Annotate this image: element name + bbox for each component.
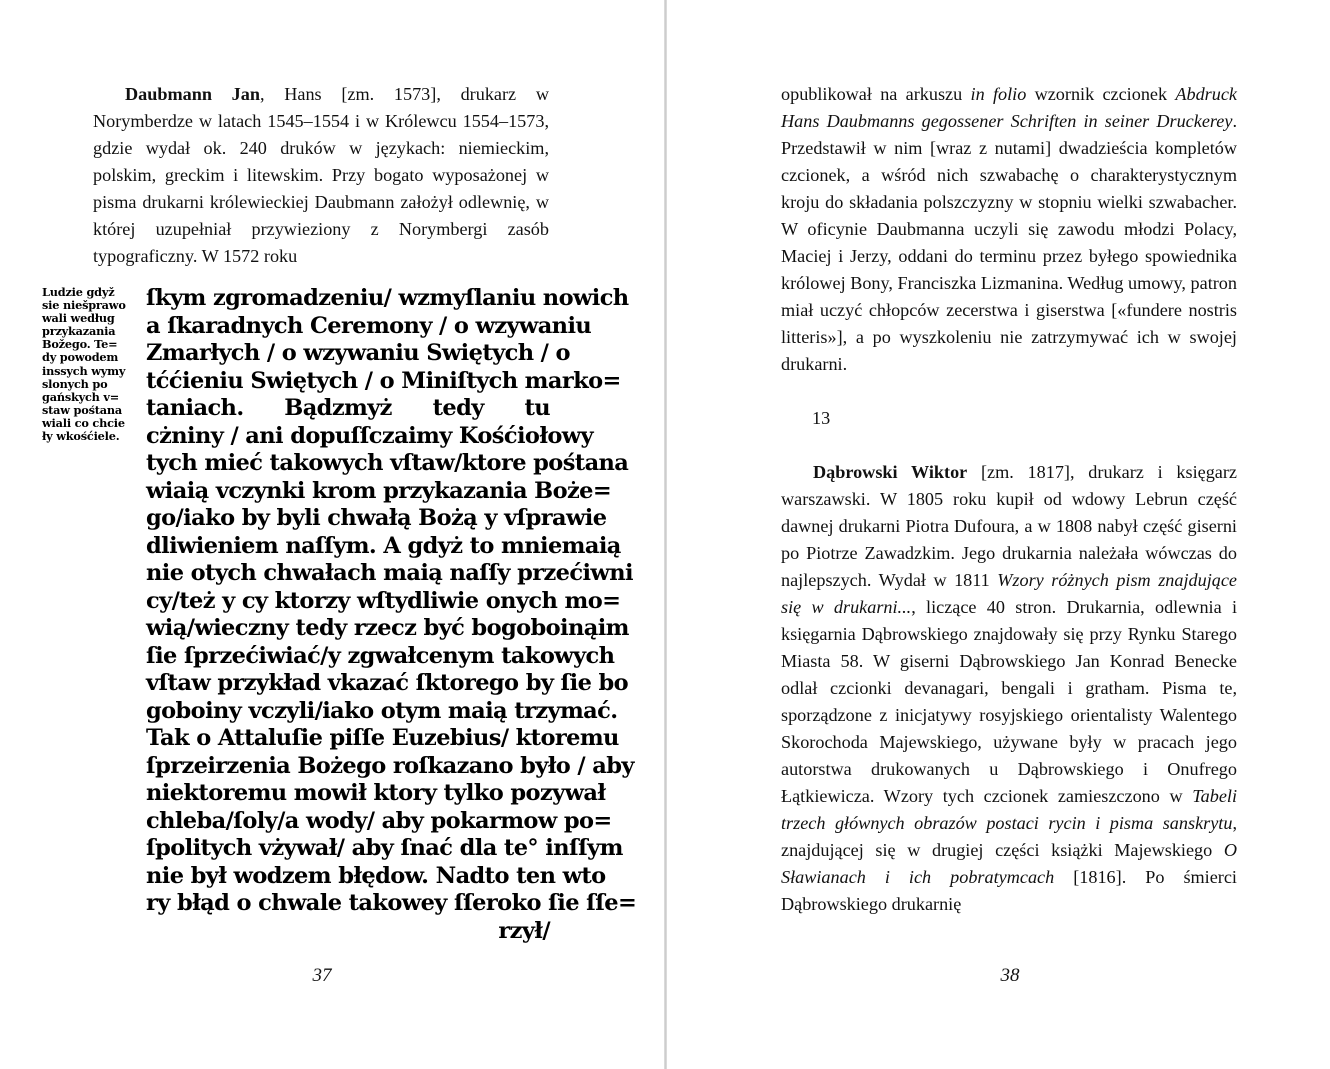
facsimile-blackletter-text xyxy=(146,285,637,945)
side-note-line: slonych po xyxy=(42,376,108,391)
facsimile-line: tych mieć takowych vſtaw/ktore pośtana xyxy=(146,450,629,476)
page-number: 38 xyxy=(1000,965,1020,986)
facsimile-line: Zmarłych / o wzywaniu Swiętych / o xyxy=(146,340,570,366)
text-segment: [zm. 1817], drukarz i księgarz warszawski. W 1805 roku kupił od wdowy Lebrun część dawnej drukarni Piotra Dufoura, a w 1808 nabył część giserni po Piotrze Zawadzkim. Jego drukarnia należała wówczas do najlepszych. Wydał w 1811 xyxy=(781,462,1237,590)
facsimile-line: nie otych chwałach maią naſſy przećiwni xyxy=(146,560,633,586)
facsimile-line: rzył/ xyxy=(498,917,550,944)
facsimile-side-note xyxy=(42,286,140,443)
entry-headword: Dąbrowski Wiktor xyxy=(813,462,968,482)
facsimile-line: nie był wodzem błędow. Nadto ten wto xyxy=(146,862,606,889)
text-segment: . Przedstawił w nim [wraz z nutami] dwadzieścia kompletów czcionek, a wśród nich szwabachę o charakterystycznym kroju do składania polszczyzny w stopniu wielki szwabacher. W oficynie Daubmanna uczyli się zawodu młodzi Polacy, Maciej i Jerzy, oddani do terminu przez byłego spowiednika królowej Bony, Franciszka Lizmanina. Według umowy, patron miał uczyć chłopców zecerstwa i giserstwa [«fundere nostris litteris»], a po wyszkoleniu nie zatrzymywać ich w swojej drukarni. xyxy=(781,111,1237,374)
facsimile-line: a ſkaradnych Ceremony / o wzywaniu xyxy=(146,312,592,339)
side-note-line: staw pośtana xyxy=(42,402,123,417)
side-note-line: gańskych v= xyxy=(42,389,120,404)
facsimile-line: ſie ſprzećiwiać/y zgwałcenym takowych xyxy=(146,642,615,669)
side-note-line: Ludzie gdyž xyxy=(42,285,115,299)
note-number: 13 xyxy=(812,408,831,428)
entry-dabrowski xyxy=(781,459,1237,918)
italic-title: Wzory różnych pism znajdujące się w drukarni... xyxy=(781,570,1237,617)
facsimile-line: niektoremu mowił ktory tylko pozywał xyxy=(146,780,606,806)
side-note-line: sie niešprawo xyxy=(42,298,126,313)
side-note-line: wiali co chcie xyxy=(42,415,125,430)
facsimile-line: chleba/ſoly/a wody/ aby pokarmow po= xyxy=(146,807,612,834)
text-segment: [1816]. Po śmierci Dąbrowskiego drukarnię xyxy=(781,867,1237,914)
page-number: 37 xyxy=(312,965,332,986)
text-segment: , liczące 40 stron. Drukarnia, odlewnia i księgarnia Dąbrowskiego znajdowały się przy Rynku Starego Miasta 58. W giserni Dąbrowskiego Jan Konrad Benecke odlał czcionki devanagari, bengali i gratham. Pisma te, sporządzone z inicjatywy rosyjskiego orientalisty Walentego Skorochoda Majewskiego, używane były w pracach jego autorstwa drukowanych u Dąbrowskiego i Onufrego Łątkiewicza. Wzory tych czcionek zamieszczono w xyxy=(781,597,1237,806)
facsimile-line: taniach. Bądzmyż tedy tu xyxy=(146,395,550,421)
entry-paragraph xyxy=(93,81,549,270)
text-segment: opublikował na arkuszu xyxy=(781,84,971,104)
facsimile-line: cżniny / ani dopuſſczaimy Kośćiołowy xyxy=(146,422,594,449)
entry-daubmann xyxy=(93,81,549,270)
facsimile-line: ſkym zgromadzeniu/ wzmyſlaniu nowich xyxy=(146,285,629,311)
italic-title: in folio xyxy=(970,84,1027,104)
entry-body: , Hans [zm. 1573], drukarz w Norymberdze w latach 1545–1554 i w Królewcu 1554–1573, gdzie wydał ok. 240 druków w językach: niemieckim, polskim, greckim i litewskim. Przy bogato wyposażonej w pisma drukarni królewieckiej Daubmann założył odlewnię, w której uzupełniał przywieziony z Norymbergi zasób typograficzny. W 1572 roku xyxy=(93,84,549,266)
italic-title: Tabeli trzech głównych obrazów postaci rycin i pisma sanskrytu xyxy=(781,786,1237,833)
facsimile-line: Tak o Attaluſie piſſe Euzebius/ ktoremu xyxy=(146,725,619,751)
facsimile-line: cy/też y cy ktorzy wſtydliwie onych mo= xyxy=(146,587,621,614)
side-note-line: ły wkośćiele. xyxy=(42,429,120,444)
side-note-line: przykazania xyxy=(42,324,116,339)
side-note-line: inssych wymy xyxy=(42,363,126,378)
italic-title: O Sławianach i ich pobratymcach xyxy=(781,840,1237,887)
facsimile-line: ſprzeirzenia Bożego roſkazano było / aby xyxy=(146,752,634,779)
facsimile-line: ry błąd o chwale takowey ſſeroko ſie ſſe= xyxy=(146,890,637,916)
facsimile-line: wią/wieczny tedy rzecz być bogoboinąim xyxy=(146,615,629,641)
facsimile-line: wiaią vczynki krom przykazania Boże= xyxy=(146,477,612,504)
facsimile-line: vſtaw przykład vkazać ſktorego by ſie bo xyxy=(146,670,629,696)
entry-paragraph xyxy=(781,459,1237,918)
facsimile-line: tććieniu Swiętych / o Miniſtych marko= xyxy=(146,367,621,394)
left-page xyxy=(0,0,664,1069)
facsimile-line: goboiny vczyli/iako otym maią trzymać. xyxy=(146,697,618,724)
side-note-line: dy powodem xyxy=(42,350,119,365)
facsimile-line: ſpolitych vżywał/ aby ſnać dla te° inſſym xyxy=(146,835,623,861)
continuation-paragraph xyxy=(781,81,1237,378)
facsimile-line: dliwieniem naſſym. A gdyż to mniemaią xyxy=(146,532,621,559)
entry-continuation xyxy=(781,81,1237,378)
side-note-line: wali według xyxy=(42,311,115,326)
facsimile-line: go/iako by byli chwałą Bożą y vſprawie xyxy=(146,505,607,531)
side-note-line: Božego. Te= xyxy=(42,337,118,352)
text-segment: wzornik czcionek xyxy=(1026,84,1176,104)
italic-title: Abdruck Hans Daubmanns gegossener Schriften in seiner Druckerey xyxy=(781,84,1237,131)
right-page xyxy=(667,0,1330,1069)
text-segment: , znajdującej się w drugiej części książki Majewskiego xyxy=(781,813,1237,860)
entry-headword: Daubmann Jan xyxy=(125,84,260,104)
